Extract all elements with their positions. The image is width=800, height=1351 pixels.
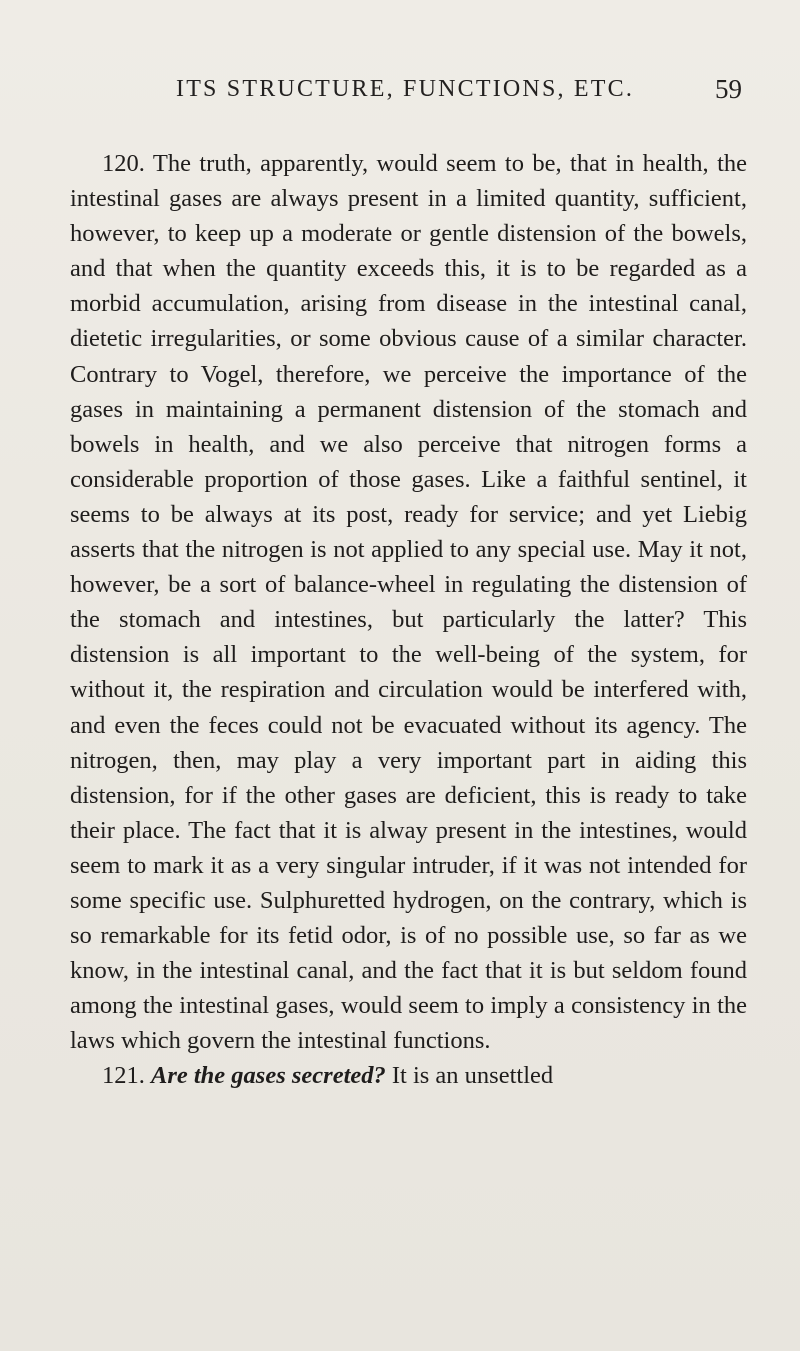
section-heading: Are the gases secreted? [151, 1062, 386, 1090]
paragraph-number: 120. [102, 150, 145, 177]
paragraph-121 [70, 1058, 747, 1093]
running-head-title: ITS STRUCTURE, FUNCTIONS, ETC. [176, 76, 635, 102]
paragraph-text: The truth, apparently, would seem to be, that in health, the intestinal gases are always present in a limited quantity, sufficient, however, to keep up a moderate or gentle distension of the bowels, and that when the quantity exceeds this, it is to be regarded as a morbid accumulation, arising from disease in the intestinal canal, dietetic irregularities, or some obvious cause of a similar character. Contrary to Vogel, therefore, we perceive the importance of the gases in maintaining a permanent distension of the stomach and bowels in health, and we also perceive that nitrogen forms a considerable proportion of those gases. Like a faithful sentinel, it seems to be always at its post, ready for service; and yet Liebig asserts that the nitrogen is not applied to any special use. May it not, however, be a sort of balance-wheel in regulating the distension of the stomach and intestines, but particularly the latter? This distension is all important to the well-being of the system, for without it, the respiration and circulation would be interfered with, and even the feces could not be evacuated without its agency. The nitrogen, then, may play a very important part in aiding this distension, for if the other gases are deficient, this is ready to take their place. The fact that it is alway present in the intestines, would seem to mark it as a very singular intruder, if it was not intended for some specific use. Sulphuretted hydrogen, on the contrary, which is so remarkable for its fetid odor, is of no possible use, so far as we know, in the intestinal canal, and the fact that it is but seldom found among the intestinal gases, would seem to imply a consistency in the laws which govern the intestinal functions. [70, 150, 748, 1055]
page-number: 59 [715, 74, 742, 104]
body-text [70, 146, 747, 1094]
paragraph-number: 121. [102, 1062, 145, 1090]
paragraph-text: It is an unsettled [391, 1062, 554, 1090]
paragraph-120 [70, 146, 747, 1058]
